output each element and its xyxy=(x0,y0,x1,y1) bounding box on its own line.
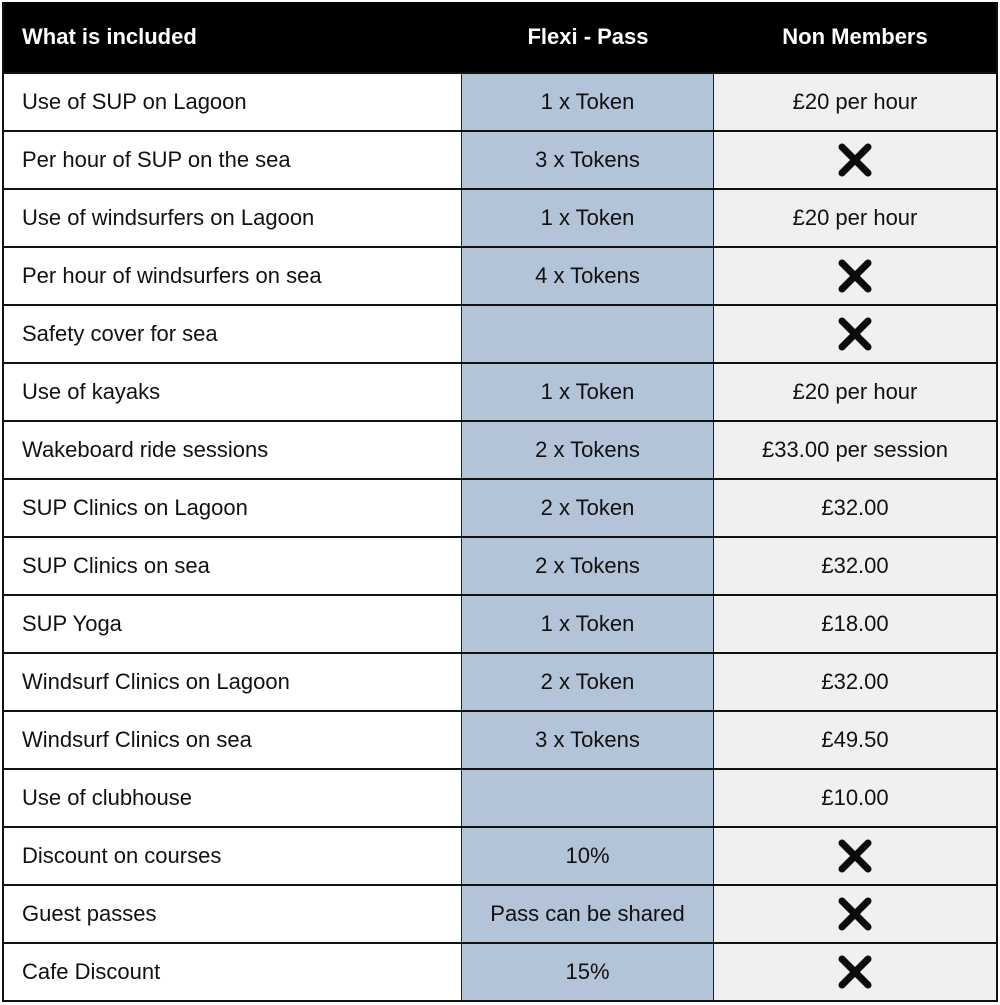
item-label: Use of kayaks xyxy=(4,364,462,420)
cross-icon xyxy=(837,142,873,178)
non-members-value: £10.00 xyxy=(714,770,996,826)
flexi-pass-value: 2 x Token xyxy=(462,654,714,710)
flexi-pass-value: 10% xyxy=(462,828,714,884)
flexi-pass-value: 2 x Tokens xyxy=(462,422,714,478)
table-row xyxy=(4,72,996,130)
table-row xyxy=(4,826,996,884)
item-label: Discount on courses xyxy=(4,828,462,884)
item-label: SUP Yoga xyxy=(4,596,462,652)
non-members-value: £49.50 xyxy=(714,712,996,768)
non-members-not-included xyxy=(714,248,996,304)
flexi-pass-value: 3 x Tokens xyxy=(462,712,714,768)
flexi-pass-value xyxy=(462,770,714,826)
flexi-pass-value: 1 x Token xyxy=(462,596,714,652)
non-members-not-included xyxy=(714,828,996,884)
table-row xyxy=(4,768,996,826)
item-label: Cafe Discount xyxy=(4,944,462,1000)
item-label: Windsurf Clinics on Lagoon xyxy=(4,654,462,710)
table-row xyxy=(4,536,996,594)
table-body xyxy=(4,72,996,1000)
comparison-table xyxy=(2,2,998,1002)
item-label: Per hour of SUP on the sea xyxy=(4,132,462,188)
item-label: Per hour of windsurfers on sea xyxy=(4,248,462,304)
item-label: Guest passes xyxy=(4,886,462,942)
item-label: SUP Clinics on sea xyxy=(4,538,462,594)
table-row xyxy=(4,478,996,536)
cross-icon xyxy=(837,258,873,294)
cross-icon xyxy=(837,896,873,932)
header-non-members: Non Members xyxy=(782,24,928,49)
flexi-pass-value: 1 x Token xyxy=(462,74,714,130)
table-row xyxy=(4,710,996,768)
flexi-pass-value: 2 x Token xyxy=(462,480,714,536)
non-members-value: £20 per hour xyxy=(714,74,996,130)
table-row xyxy=(4,594,996,652)
table-row xyxy=(4,304,996,362)
cross-icon xyxy=(837,316,873,352)
non-members-value: £20 per hour xyxy=(714,364,996,420)
flexi-pass-value: 2 x Tokens xyxy=(462,538,714,594)
flexi-pass-value: 1 x Token xyxy=(462,190,714,246)
non-members-not-included xyxy=(714,944,996,1000)
cross-icon xyxy=(837,838,873,874)
cross-icon xyxy=(837,954,873,990)
non-members-value: £33.00 per session xyxy=(714,422,996,478)
table-row xyxy=(4,362,996,420)
table-row xyxy=(4,130,996,188)
non-members-value: £32.00 xyxy=(714,480,996,536)
flexi-pass-value: 15% xyxy=(462,944,714,1000)
table-row xyxy=(4,942,996,1000)
table-row xyxy=(4,188,996,246)
item-label: Windsurf Clinics on sea xyxy=(4,712,462,768)
non-members-not-included xyxy=(714,132,996,188)
item-label: SUP Clinics on Lagoon xyxy=(4,480,462,536)
header-flexi-pass: Flexi - Pass xyxy=(527,24,649,49)
item-label: Wakeboard ride sessions xyxy=(4,422,462,478)
flexi-pass-value xyxy=(462,306,714,362)
flexi-pass-value: Pass can be shared xyxy=(462,886,714,942)
table-row xyxy=(4,246,996,304)
non-members-value: £32.00 xyxy=(714,538,996,594)
item-label: Use of clubhouse xyxy=(4,770,462,826)
non-members-not-included xyxy=(714,306,996,362)
table-header xyxy=(4,2,996,72)
non-members-value: £32.00 xyxy=(714,654,996,710)
table-row xyxy=(4,652,996,710)
non-members-value: £18.00 xyxy=(714,596,996,652)
table-row xyxy=(4,884,996,942)
item-label: Use of SUP on Lagoon xyxy=(4,74,462,130)
flexi-pass-value: 3 x Tokens xyxy=(462,132,714,188)
non-members-not-included xyxy=(714,886,996,942)
header-what-is-included: What is included xyxy=(22,24,197,49)
table-row xyxy=(4,420,996,478)
item-label: Safety cover for sea xyxy=(4,306,462,362)
flexi-pass-value: 1 x Token xyxy=(462,364,714,420)
item-label: Use of windsurfers on Lagoon xyxy=(4,190,462,246)
flexi-pass-value: 4 x Tokens xyxy=(462,248,714,304)
non-members-value: £20 per hour xyxy=(714,190,996,246)
